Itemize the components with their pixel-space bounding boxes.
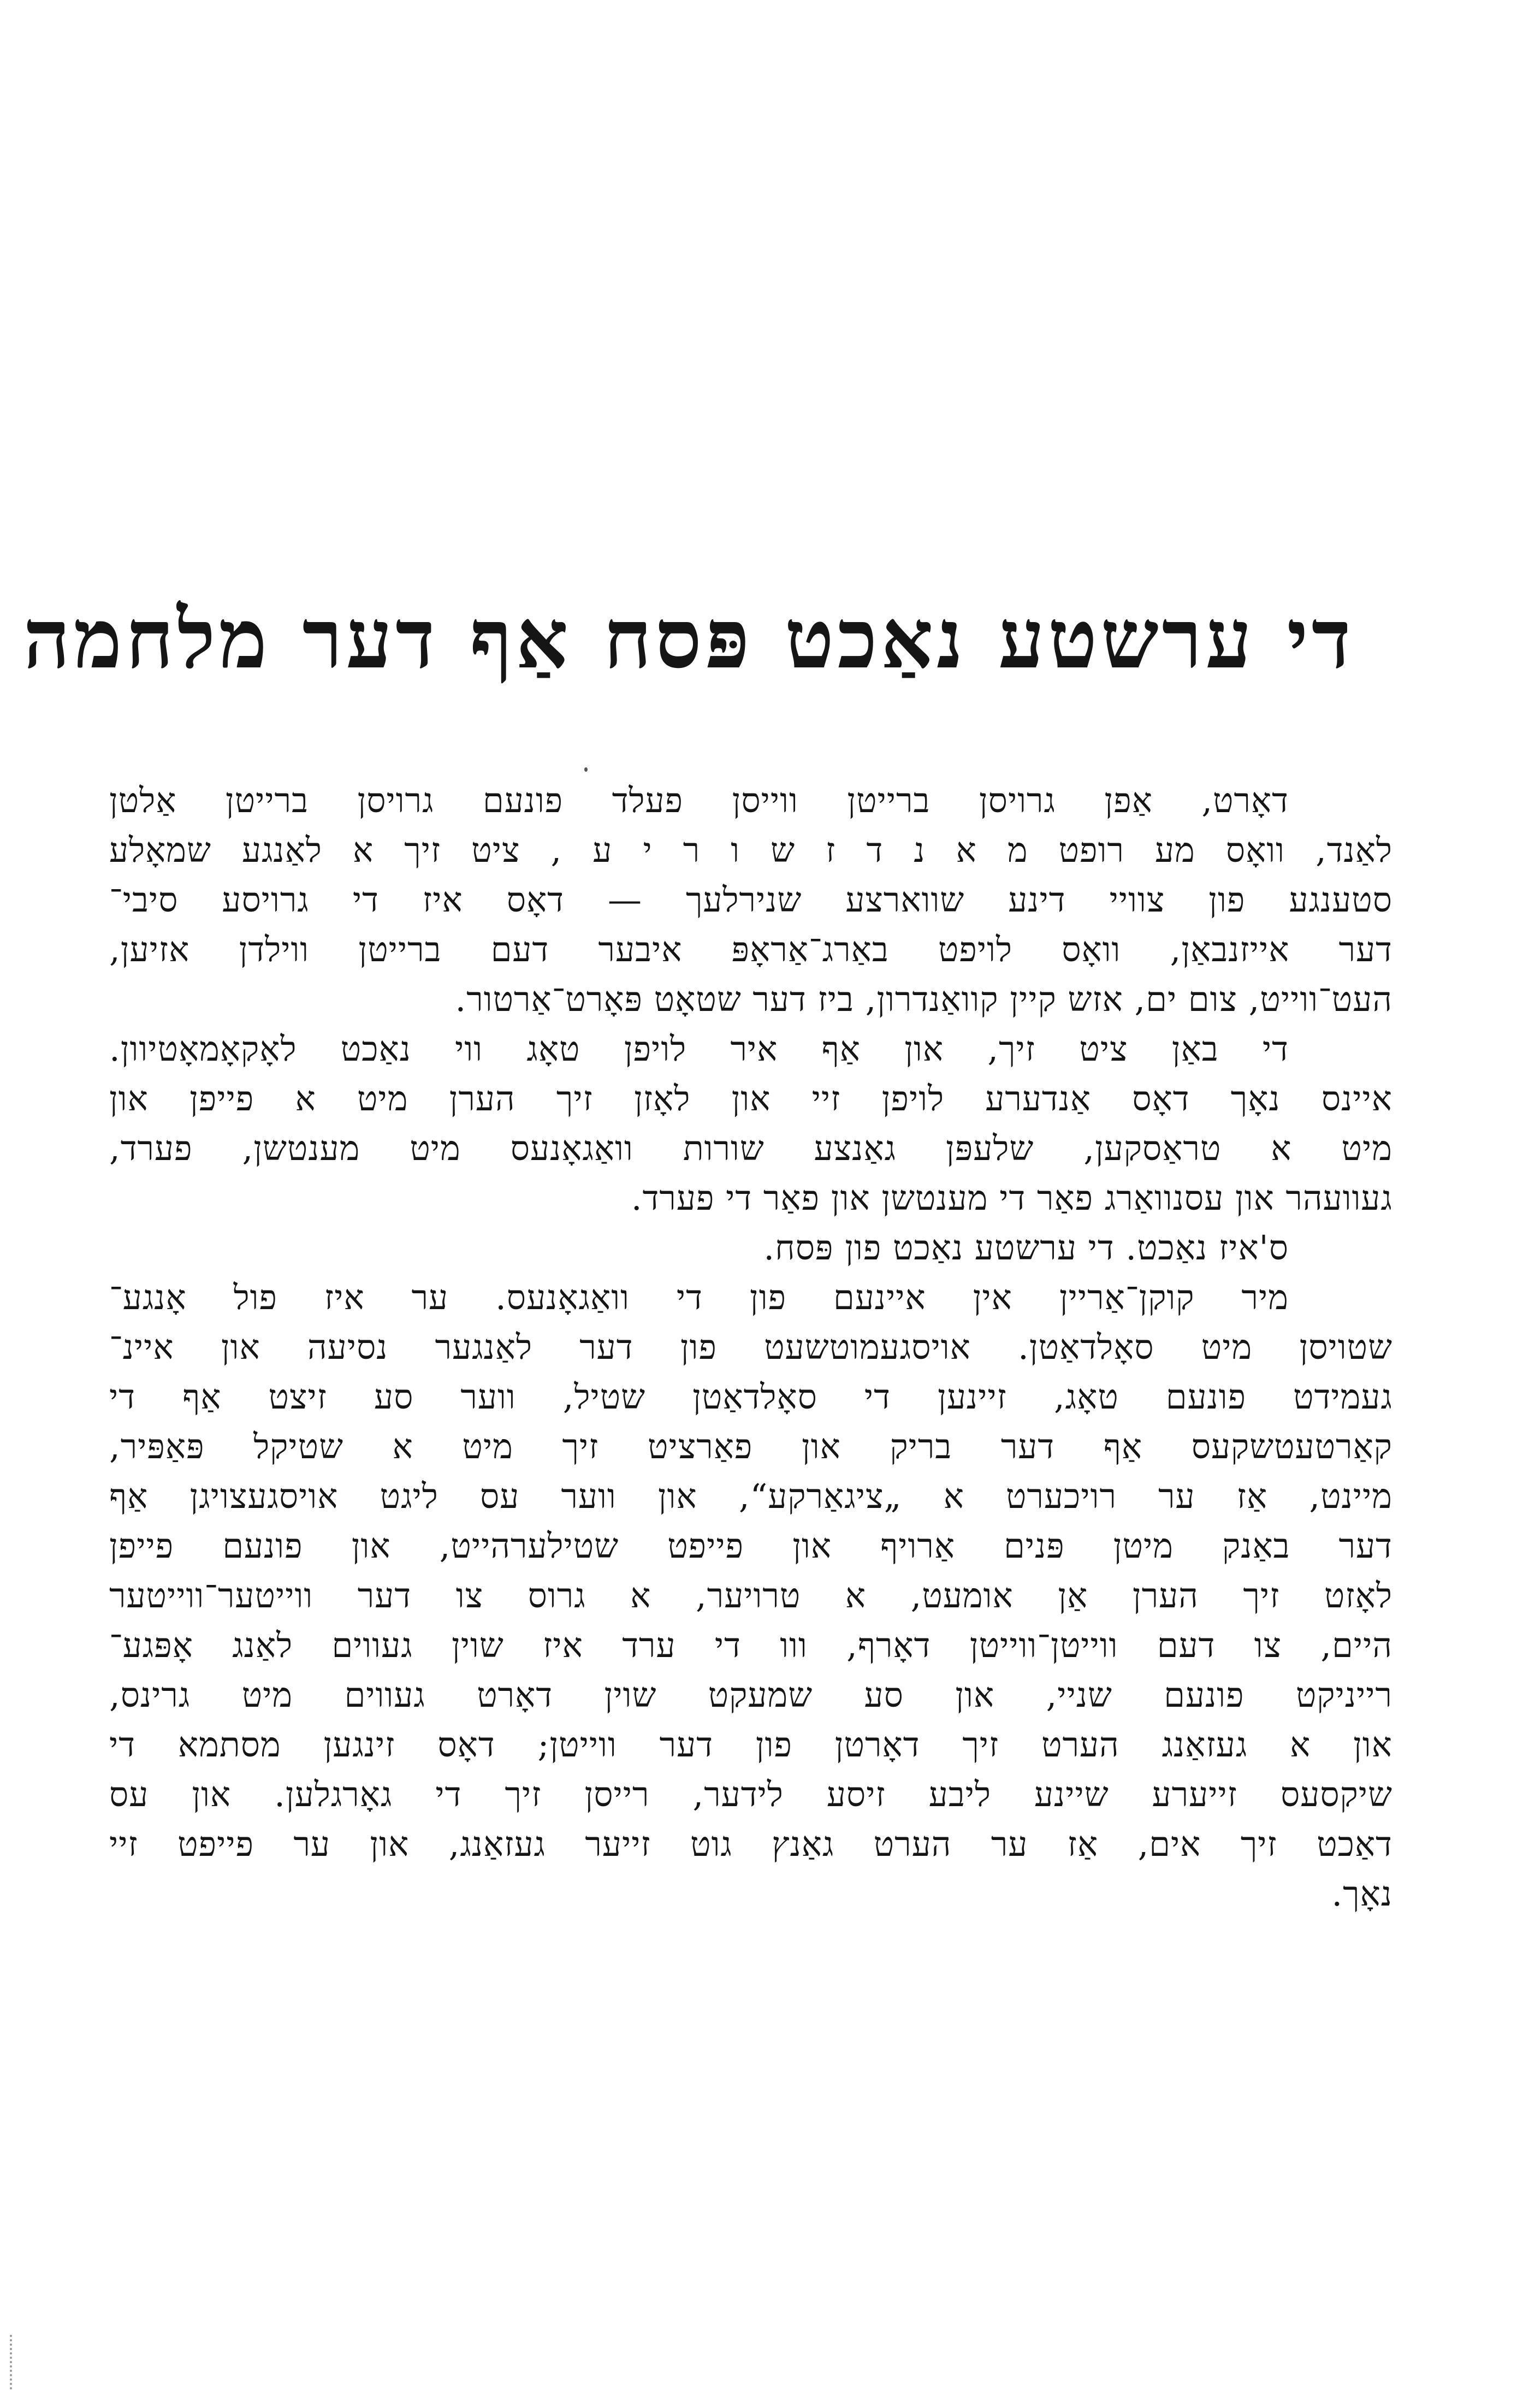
text-line: לאַנד, וואָס מע רופט מ א נ ד ז ש ו ר י ע , ציט זיך א לאַנגע שמאָלע bbox=[109, 830, 1392, 870]
text-line: לאָזט זיך הערן אַן אומעט, א טרויער, א גרוס צו דער ווייטער־ווייטער bbox=[109, 1576, 1392, 1616]
text-line: איינס נאָך דאָס אַנדערע לויפן זיי און לאָזן זיך הערן מיט א פייפן און bbox=[109, 1079, 1392, 1119]
text-line: מיינט, אַז ער רויכערט א „ציגאַרקע“, און ווער עס ליגט אויסגעצויגן אַף bbox=[109, 1476, 1392, 1516]
text-line: מיר קוקן־אַריין אין איינעם פון די וואַגאָנעס. ער איז פול אָנגע־ bbox=[109, 1277, 1289, 1317]
text-line: ס'איז נאַכט. די ערשטע נאַכט פון פּסח. bbox=[763, 1228, 1289, 1268]
text-line: דאַכט זיך אים, אַז ער הערט גאַנץ גוט זייער געזאַנג, און ער פייפט זיי bbox=[109, 1824, 1392, 1864]
margin-mark bbox=[10, 2335, 14, 2389]
text-line: דער באַנק מיטן פּנים אַרויף און פייפט שטילערהייט, און פונעם פייפן bbox=[109, 1526, 1392, 1566]
text-line: געוועהר און עסנוואַרג פאַר די מענטשן און פאַר די פערד. bbox=[631, 1178, 1392, 1218]
text-line: מיט א טראַסקען, שלעפּן גאַנצע שורות וואַגאָנעס מיט מענטשן, פערד, bbox=[109, 1128, 1392, 1168]
text-line: רייניקט פונעם שניי, און סע שמעקט שוין דאָרט געווים מיט גרינס, bbox=[109, 1675, 1392, 1715]
text-line: קאַרטעטשקעס אַף דער בריק און פאַרציט זיך מיט א שטיקל פּאַפּיר, bbox=[109, 1427, 1392, 1466]
print-speck bbox=[584, 767, 588, 772]
text-line: העט־ווייט, צום ים, אזש קיין קוואַנדרון, ביז דער שטאָט פּאָרט־אַרטור. bbox=[455, 979, 1392, 1019]
text-line: די באַן ציט זיך, און אַף איר לויפן טאָג ווי נאַכט לאָקאָמאָטיוון. bbox=[109, 1029, 1289, 1069]
text-line: סטענגע פון צוויי דינע שווארצע שנירלעך — דאָס איז די גרויסע סיבי־ bbox=[109, 880, 1392, 920]
text-line: דאָרט, אַפן גרויסן ברייטן ווייסן פעלד פונעם גרויסן ברייטן אַלטן bbox=[109, 780, 1289, 820]
text-line: און א געזאַנג הערט זיך דאָרטן פון דער ווייטן; דאָס זינגען מסתמא די bbox=[109, 1725, 1392, 1765]
text-line: געמידט פונעם טאָג, זיינען די סאָלדאַטן שטיל, ווער סע זיצט אַף די bbox=[109, 1377, 1392, 1417]
text-line: שטויסן מיט סאָלדאַטן. אויסגעמוטשעט פון דער לאַנגער נסיעה און איינ־ bbox=[109, 1327, 1392, 1367]
text-line: דער אייזנבאַן, וואָס לויפט באַרג־אַראָפּ איבער דעם ברייטן ווילדן אזיען, bbox=[109, 930, 1392, 969]
text-line: שיקסעס זייערע שיינע ליבע זיסע לידער, רייסן זיך די גאָרגלען. און עס bbox=[109, 1774, 1392, 1814]
page-title: די ערשטע נאַכט פּסח אַף דער מלחמה bbox=[23, 591, 1354, 687]
body-text bbox=[109, 776, 1392, 1919]
text-line: נאָך. bbox=[1331, 1874, 1392, 1914]
text-line: היים, צו דעם ווייטן־ווייטן דאָרף, ווו די ערד איז שוין געווים לאַנג אָפּגע־ bbox=[109, 1625, 1392, 1665]
